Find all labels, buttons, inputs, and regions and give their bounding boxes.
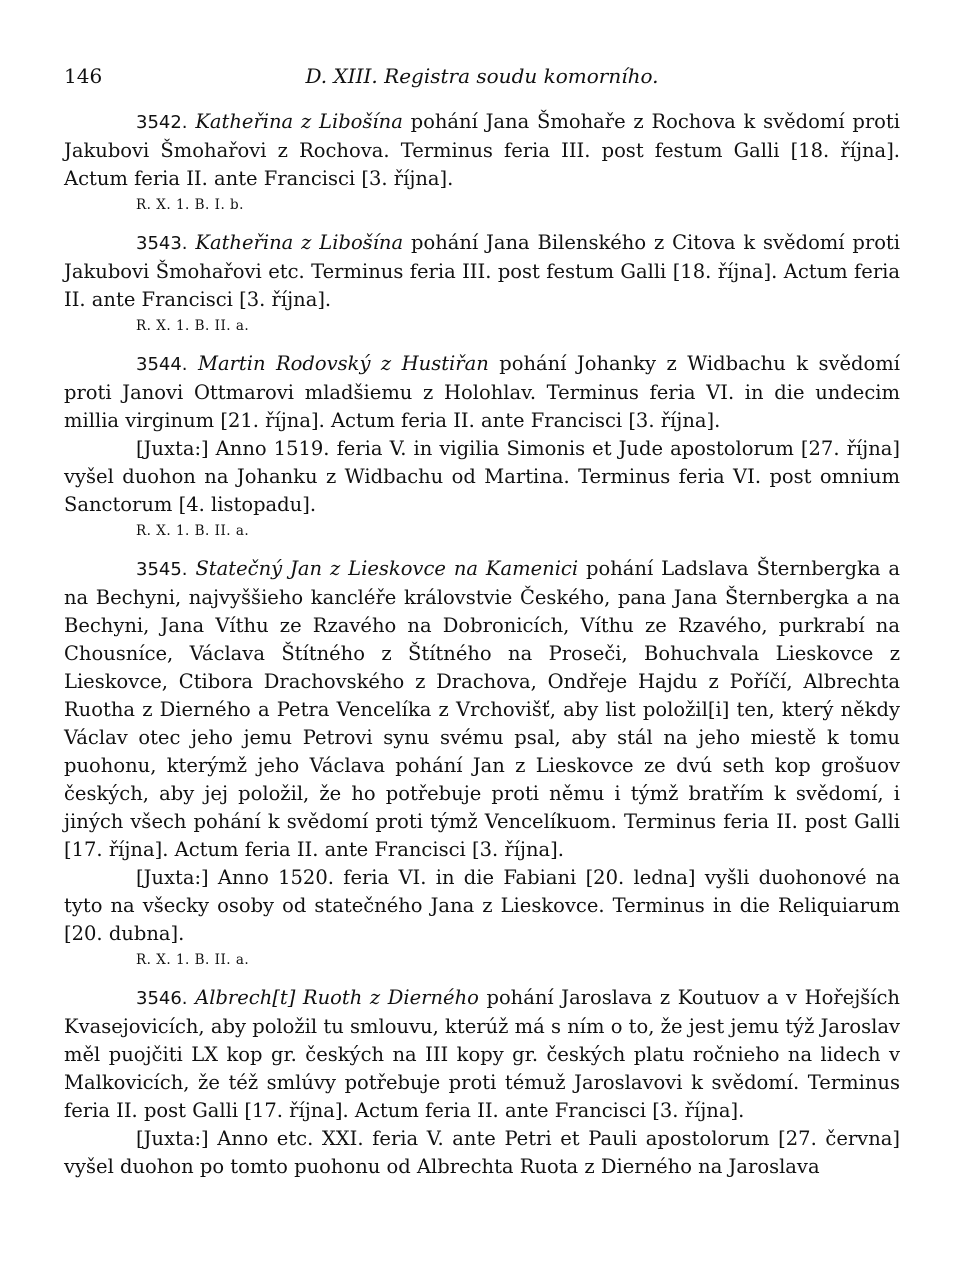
entry-number: 3544.: [136, 354, 188, 375]
page-header: [64, 64, 900, 90]
entry-3546: [64, 984, 900, 1181]
entry-paragraph: [64, 229, 900, 314]
entry-juxta-paragraph: [Juxta:] Anno 1520. feria VI. in die Fabiani [20. ledna] vyšli duohonové na tyto na všecky osoby od statečného Jana z Lieskovce. Terminus in die Reliquiarum [20. dubna].: [64, 866, 900, 945]
entry-3545: [64, 555, 900, 970]
entry-text: pohání Johanky z Widbachu k svědomí proti Janovi Ottmarovi mladšiemu z Holohlav. Terminus feria VI. in die undecim millia virginum [21. října]. Actum feria II. ante Francisci [3. října].: [64, 352, 900, 432]
document-body: [64, 108, 900, 1187]
entry-party-name: Albrech[t] Ruoth z Dierného: [195, 986, 479, 1009]
entry-text: pohání Jaroslava z Koutuov a v Hořejších Kvasejovicích, aby položil tu smlouvu, kterúž má s ním o to, že jest jemu týž Jaroslav měl puojčiti LX kop gr. českých na III kopy gr. českých platu ročnieho na lidech v Malkovicích, že též smlúvy potřebuje proti témuž Jaroslavovi k svědomí. Terminus feria II. post Galli [17. října]. Actum feria II. ante Francisci [3. října].: [64, 986, 900, 1122]
entry-3544: [64, 350, 900, 541]
archival-signature: R. X. 1. B. II. a.: [136, 523, 250, 539]
entry-party-name: Martin Rodovský z Hustiřan: [197, 352, 489, 375]
entry-paragraph: [64, 350, 900, 435]
entry-text: pohání Jana Šmohaře z Rochova k svědomí proti Jakubovi Šmohařovi z Rochova. Terminus feria III. post festum Galli [18. října]. Actum feria II. ante Francisci [3. října].: [64, 110, 900, 190]
entry-party-name: Statečný Jan z Lieskovce na Kamenici: [195, 557, 579, 580]
archival-signature: R. X. 1. B. II. a.: [136, 952, 250, 968]
entry-number: 3542.: [136, 112, 188, 133]
entry-number: 3545.: [136, 559, 188, 580]
entry-party-name: Katheřina z Libošína: [195, 231, 404, 254]
archival-signature: R. X. 1. B. II. a.: [136, 318, 250, 334]
entry-number: 3546.: [136, 988, 188, 1009]
entry-juxta-paragraph: [Juxta:] Anno 1519. feria V. in vigilia Simonis et Jude apostolorum [27. října] vyšel duohon na Johanku z Widbachu od Martina. Terminus feria VI. post omnium Sanctorum [4. listopadu].: [64, 437, 900, 516]
entry-text: pohání Ladslava Šternbergka a na Bechyni, najvyššieho kancléře královstvie Českého, pana Jana Šternbergka a na Bechyni, Jana Víthu ze Rzavého na Dobronicích, Víthu ze Rzavého, purkrabí na Chousníce, Václava Štítného z Štítného na Proseči, Bohuchvala Lieskovce z Lieskovce, Ctibora Drachovského z Drachova, Ondřeje Hajdu z Poříčí, Albrechta Ruotha z Dierného a Petra Vencelíka z Vrchovišť, aby list položil[i] ten, který někdy Václav otec jeho jemu Petrovi synu svému psal, aby stál na jeho miestě k tomu puohonu, kterýmž jeho Václava pohání Jan z Lieskovce ze dvú seth kop grošuov českých, aby jej položil, že ho potřebuje proti němu i týmž bratřím k svědomí, i jiných všech pohání k svědomí proti týmž Vencelíkuom. Terminus feria II. post Galli [17. října]. Actum feria II. ante Francisci [3. října].: [64, 557, 901, 861]
page-number: 146: [64, 64, 103, 88]
entry-text: pohání Jana Bilenského z Citova k svědomí proti Jakubovi Šmohařovi etc. Terminus feria III. post festum Galli [18. října]. Actum feria II. ante Francisci [3. října].: [64, 231, 901, 311]
entry-number: 3543.: [136, 233, 188, 254]
entry-juxta-paragraph: [Juxta:] Anno etc. XXI. feria V. ante Petri et Pauli apostolorum [27. června] vyšel duohon po tomto puohonu od Albrechta Ruota z Dierného na Jaroslava: [64, 1127, 900, 1178]
entry-paragraph: [64, 984, 900, 1125]
entry-paragraph: [64, 555, 900, 864]
entry-3542: [64, 108, 900, 215]
archival-signature: R. X. 1. B. I. b.: [136, 197, 244, 213]
entry-paragraph: [64, 108, 900, 193]
running-head: D. XIII. Registra soudu komorního.: [305, 64, 659, 88]
entry-party-name: Katheřina z Libošína: [195, 110, 403, 133]
entry-3543: [64, 229, 900, 336]
